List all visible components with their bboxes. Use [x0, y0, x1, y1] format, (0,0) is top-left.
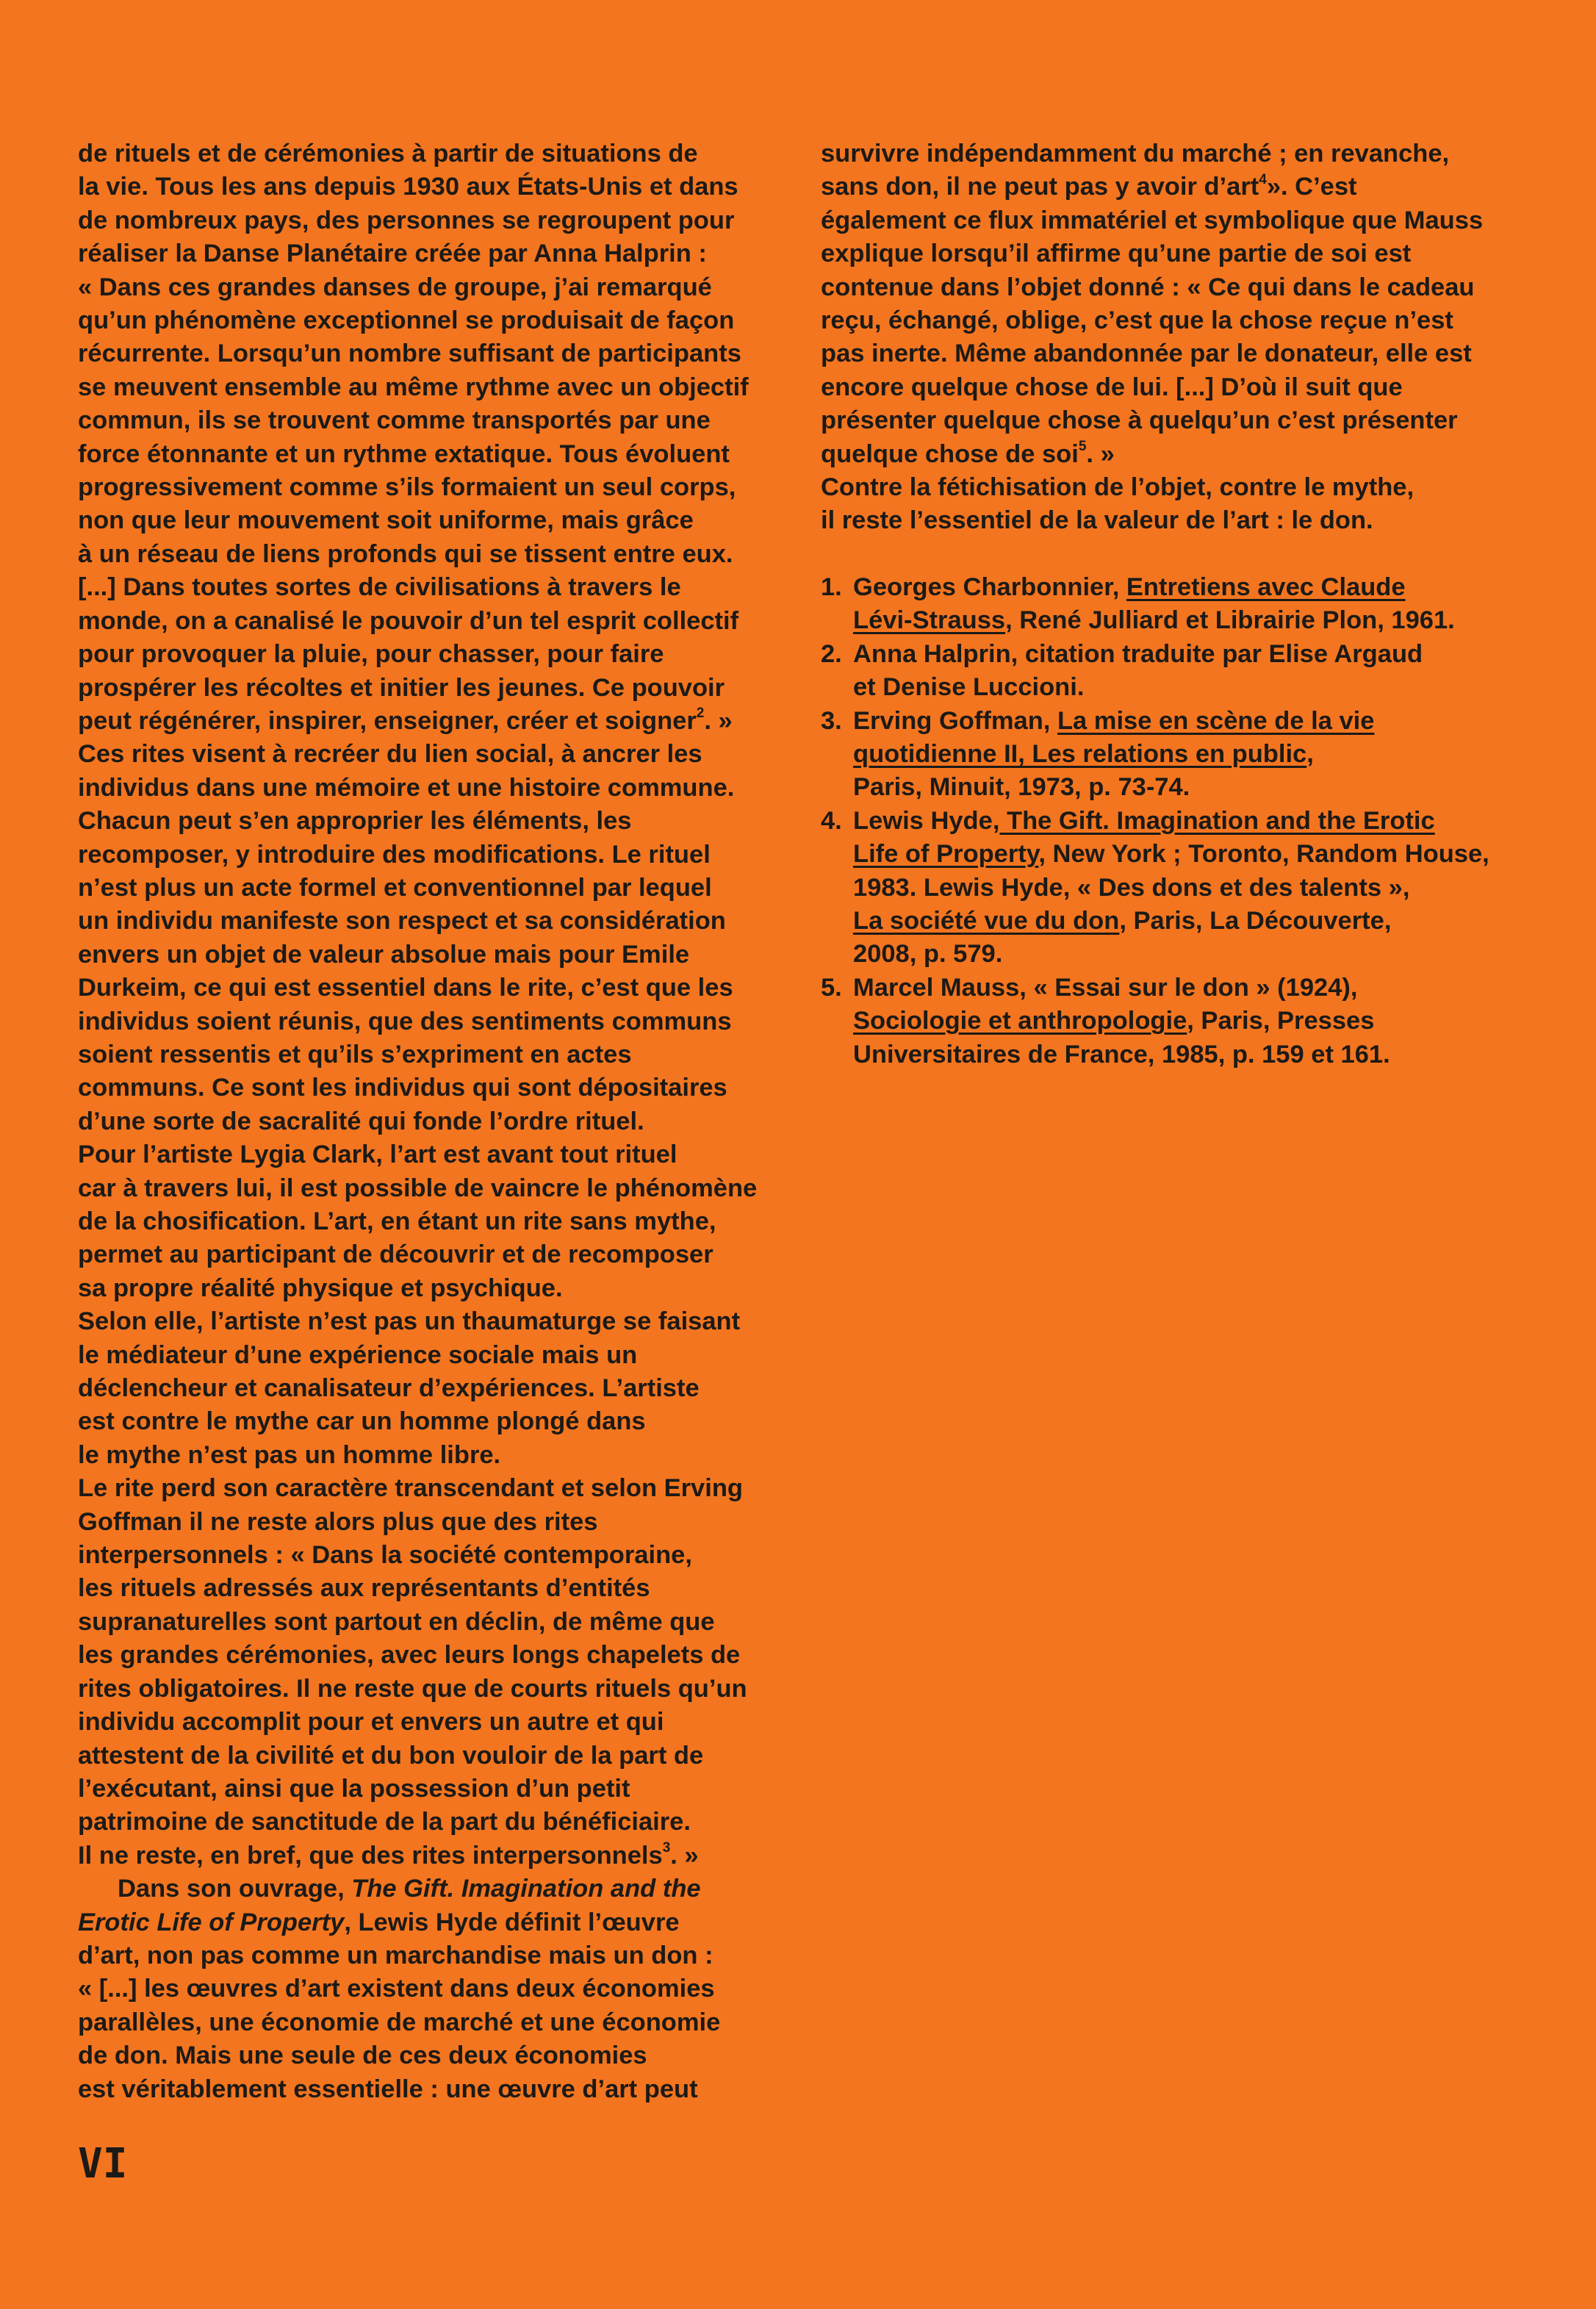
left-text-line: le médiateur d’une expérience sociale mais un — [78, 1340, 638, 1369]
left-text-line: patrimoine de sanctitude de la part du bénéficiaire. — [78, 1808, 691, 1836]
left-text-line: le mythe n’est pas un homme libre. — [78, 1440, 501, 1469]
footnote-line — [853, 972, 1556, 1005]
left-text-line: [...] Dans toutes sortes de civilisations à travers le — [78, 573, 681, 602]
footnote-line — [853, 805, 1556, 838]
left-text-line: de don. Mais une seule de ces deux économies — [78, 2042, 647, 2070]
footnote-line — [853, 905, 1556, 938]
right-text-line — [821, 170, 1556, 204]
page-folio: VI — [78, 2140, 128, 2188]
left-text-line: envers un objet de valeur absolue mais pour Emile — [78, 940, 690, 969]
left-text-line: communs. Ce sont les individus qui sont dépositaires — [78, 1074, 727, 1102]
left-text-line: est contre le mythe car un homme plongé dans — [78, 1407, 646, 1436]
left-text-line: supranaturelles sont partout en déclin, de même que — [78, 1607, 715, 1636]
text-run: , Paris, Presses — [1187, 1007, 1375, 1035]
footnote-item — [821, 805, 1556, 972]
left-column — [78, 137, 813, 2106]
footnote-line — [853, 738, 1556, 771]
right-text-line — [821, 438, 1556, 471]
text-run: Anna Halprin, citation traduite par Elise Argaud — [853, 639, 1423, 668]
left-text-line: pour provoquer la pluie, pour chasser, pour faire — [78, 640, 664, 669]
footnotes — [821, 571, 1556, 1071]
left-text-line: commun, ils se trouvent comme transportés par une — [78, 406, 711, 435]
right-text-line: Contre la fétichisation de l’objet, contre le mythe, — [821, 473, 1415, 502]
left-text-line: Selon elle, l’artiste n’est pas un thaumaturge se faisant — [78, 1307, 741, 1336]
text-run: , — [1306, 739, 1314, 768]
left-text-line: sa propre réalité physique et psychique. — [78, 1274, 563, 1302]
left-text-line — [78, 1872, 813, 1906]
left-text-line: monde, on a canalisé le pouvoir d’un tel esprit collectif — [78, 606, 739, 635]
footnote-line — [853, 604, 1556, 637]
footnote-ref: 4 — [1259, 171, 1267, 187]
left-text-line: les grandes cérémonies, avec leurs longs chapelets de — [78, 1641, 741, 1670]
footnote-line — [853, 671, 1556, 704]
footnote-ref: 2 — [696, 705, 705, 722]
footnote-line — [853, 872, 1556, 905]
right-text-line: présenter quelque chose à quelqu’un c’est présenter — [821, 406, 1458, 435]
text-run: Erving Goffman, — [853, 706, 1057, 735]
left-text-line: d’art, non pas comme un marchandise mais un don : — [78, 1941, 713, 1969]
left-text-line: déclencheur et canalisateur d’expériences. L’artiste — [78, 1374, 700, 1403]
cited-title: Sociologie et anthropologie — [853, 1007, 1187, 1035]
left-text-line: soient ressentis et qu’ils s’expriment en actes — [78, 1040, 632, 1069]
left-text-line: l’exécutant, ainsi que la possession d’un petit — [78, 1774, 630, 1803]
left-text-line: n’est plus un acte formel et conventionnel par lequel — [78, 873, 712, 902]
text-run: peut régénérer, inspirer, enseigner, créer et soigner — [78, 706, 697, 735]
footnote-line — [853, 838, 1556, 871]
right-text-line: contenue dans l’objet donné : « Ce qui dans le cadeau — [821, 273, 1475, 301]
footnote-text — [853, 571, 1556, 638]
right-text-line: encore quelque chose de lui. [...] D’où il suit que — [821, 373, 1403, 401]
text-run: Il ne reste, en bref, que des rites interpersonnels — [78, 1841, 663, 1870]
left-text-line: se meuvent ensemble au même rythme avec un objectif — [78, 373, 749, 401]
book-title: The Gift. Imagination and the — [351, 1875, 701, 1903]
text-run: 2008, p. 579. — [853, 940, 1003, 969]
footnote-number: 1. — [821, 572, 842, 601]
footnote-item — [821, 705, 1556, 805]
text-run: Universitaires de France, 1985, p. 159 et 161. — [853, 1040, 1390, 1069]
left-text-line — [78, 705, 813, 738]
text-run: , René Julliard et Librairie Plon, 1961. — [1005, 606, 1455, 635]
footnote-line — [853, 638, 1556, 671]
left-text-line: réaliser la Danse Planétaire créée par Anna Halprin : — [78, 240, 707, 268]
left-text-line: de rituels et de cérémonies à partir de situations de — [78, 140, 698, 168]
left-text-line: non que leur mouvement soit uniforme, mais grâce — [78, 506, 694, 535]
left-text-line: Chacun peut s’en approprier les éléments, les — [78, 807, 632, 836]
footnote-number: 2. — [821, 639, 842, 668]
left-text-line: de nombreux pays, des personnes se regroupent pour — [78, 206, 735, 234]
footnote-number: 5. — [821, 973, 842, 1002]
book-title: Erotic Life of Property — [78, 1908, 345, 1936]
text-run: Georges Charbonnier, — [853, 572, 1126, 601]
text-run: Dans son ouvrage, — [118, 1875, 352, 1903]
cited-title: The Gift. Imagination and the Erotic — [999, 806, 1435, 835]
text-run: Lewis Hyde, — [853, 806, 1000, 835]
left-text-line: permet au participant de découvrir et de recomposer — [78, 1240, 713, 1269]
footnote-line — [853, 1005, 1556, 1038]
cited-title: Entretiens avec Claude — [1126, 572, 1406, 601]
left-text-line: « Dans ces grandes danses de groupe, j’ai remarqué — [78, 273, 712, 301]
left-text-line: un individu manifeste son respect et sa considération — [78, 907, 726, 936]
footnote-text — [853, 805, 1556, 972]
left-text-line: attestent de la civilité et du bon vouloir de la part de — [78, 1741, 704, 1770]
footnote-line — [853, 1038, 1556, 1071]
footnote-ref: 3 — [662, 1840, 671, 1856]
footnote-line — [853, 938, 1556, 971]
right-text-line: reçu, échangé, oblige, c’est que la chose reçue n’est — [821, 306, 1453, 335]
footnote-item — [821, 972, 1556, 1071]
footnote-text — [853, 705, 1556, 805]
cited-title: Lévi-Strauss — [853, 606, 1006, 635]
footnote-text — [853, 972, 1556, 1071]
text-run: et Denise Luccioni. — [853, 673, 1085, 702]
left-text-line: parallèles, une économie de marché et une économie — [78, 2008, 721, 2036]
right-text-line: également ce flux immatériel et symbolique que Mauss — [821, 206, 1484, 234]
left-text-line: récurrente. Lorsqu’un nombre suffisant de participants — [78, 340, 741, 368]
footnote-item — [821, 638, 1556, 705]
text-run: Paris, Minuit, 1973, p. 73-74. — [853, 773, 1190, 802]
footnote-number: 4. — [821, 806, 842, 835]
left-text-line: « [...] les œuvres d’art existent dans deux économies — [78, 1975, 715, 2003]
text-run: , Paris, La Découverte, — [1119, 906, 1392, 935]
cited-title: quotidienne II, Les relations en public — [853, 739, 1307, 768]
left-text-line: à un réseau de liens profonds qui se tissent entre eux. — [78, 539, 733, 568]
right-text-line: pas inerte. Même abandonnée par le donateur, elle est — [821, 340, 1472, 368]
footnote-line — [853, 771, 1556, 804]
footnote-line — [853, 705, 1556, 738]
text-run: ». C’est — [1266, 173, 1357, 201]
left-text-line: Ces rites visent à recréer du lien social, à ancrer les — [78, 740, 702, 769]
left-text-line: d’une sorte de sacralité qui fonde l’ordre rituel. — [78, 1107, 644, 1135]
left-text-line: rites obligatoires. Il ne reste que de courts rituels qu’un — [78, 1674, 747, 1703]
cited-title: Life of Property — [853, 840, 1039, 869]
text-run: . » — [1086, 439, 1115, 468]
left-text-line: prospérer les récoltes et initier les jeunes. Ce pouvoir — [78, 673, 725, 702]
left-text-line: Goffman il ne reste alors plus que des rites — [78, 1507, 598, 1536]
cited-title: La mise en scène de la vie — [1057, 706, 1375, 735]
text-run: sans don, il ne peut pas y avoir d’art — [821, 173, 1259, 201]
text-run: , Lewis Hyde définit l’œuvre — [344, 1908, 680, 1936]
paragraph-gap — [821, 538, 1556, 571]
text-run: , New York ; Toronto, Random House, — [1038, 840, 1489, 869]
text-run: 1983. Lewis Hyde, « Des dons et des talents », — [853, 873, 1410, 902]
left-text-line: progressivement comme s’ils formaient un seul corps, — [78, 473, 736, 502]
left-text-line: de la chosification. L’art, en étant un rite sans mythe, — [78, 1207, 716, 1235]
text-run: Marcel Mauss, « Essai sur le don » (1924), — [853, 973, 1358, 1002]
left-text-line: individus soient réunis, que des sentiments communs — [78, 1007, 732, 1035]
cited-title: La société vue du don — [853, 906, 1120, 935]
right-text-line: survivre indépendamment du marché ; en revanche, — [821, 140, 1450, 168]
right-text-line: il reste l’essentiel de la valeur de l’art : le don. — [821, 506, 1373, 535]
text-run: quelque chose de soi — [821, 439, 1079, 468]
text-run: . » — [670, 1841, 699, 1870]
right-body-text — [821, 137, 1556, 538]
left-text-line: est véritablement essentielle : une œuvre d’art peut — [78, 2075, 698, 2103]
left-text-line: Le rite perd son caractère transcendant et selon Erving — [78, 1474, 743, 1503]
right-column — [821, 137, 1556, 1071]
left-text-line: qu’un phénomène exceptionnel se produisait de façon — [78, 306, 735, 335]
left-text-line: Pour l’artiste Lygia Clark, l’art est avant tout rituel — [78, 1141, 677, 1169]
footnote-ref: 5 — [1078, 439, 1087, 455]
left-text-line: interpersonnels : « Dans la société contemporaine, — [78, 1541, 692, 1570]
footnote-text — [853, 638, 1556, 705]
text-run: . » — [704, 706, 733, 735]
left-text-line — [78, 1906, 813, 1939]
footnote-item — [821, 571, 1556, 638]
left-text-line — [78, 1839, 813, 1872]
left-text-line: individu accomplit pour et envers un autre et qui — [78, 1708, 664, 1737]
left-text-line: force étonnante et un rythme extatique. Tous évoluent — [78, 439, 730, 468]
left-text-line: car à travers lui, il est possible de vaincre le phénomène — [78, 1174, 758, 1202]
footnote-number: 3. — [821, 706, 842, 735]
left-text-line: recomposer, y introduire des modifications. Le rituel — [78, 840, 711, 869]
left-text-line: Durkeim, ce qui est essentiel dans le rite, c’est que les — [78, 974, 733, 1002]
footnote-line — [853, 571, 1556, 604]
left-text-line: individus dans une mémoire et une histoire commune. — [78, 773, 735, 802]
right-text-line: explique lorsqu’il affirme qu’une partie de soi est — [821, 240, 1412, 268]
left-text-line: les rituels adressés aux représentants d’entités — [78, 1574, 650, 1603]
left-text-line: la vie. Tous les ans depuis 1930 aux États-Unis et dans — [78, 173, 738, 201]
